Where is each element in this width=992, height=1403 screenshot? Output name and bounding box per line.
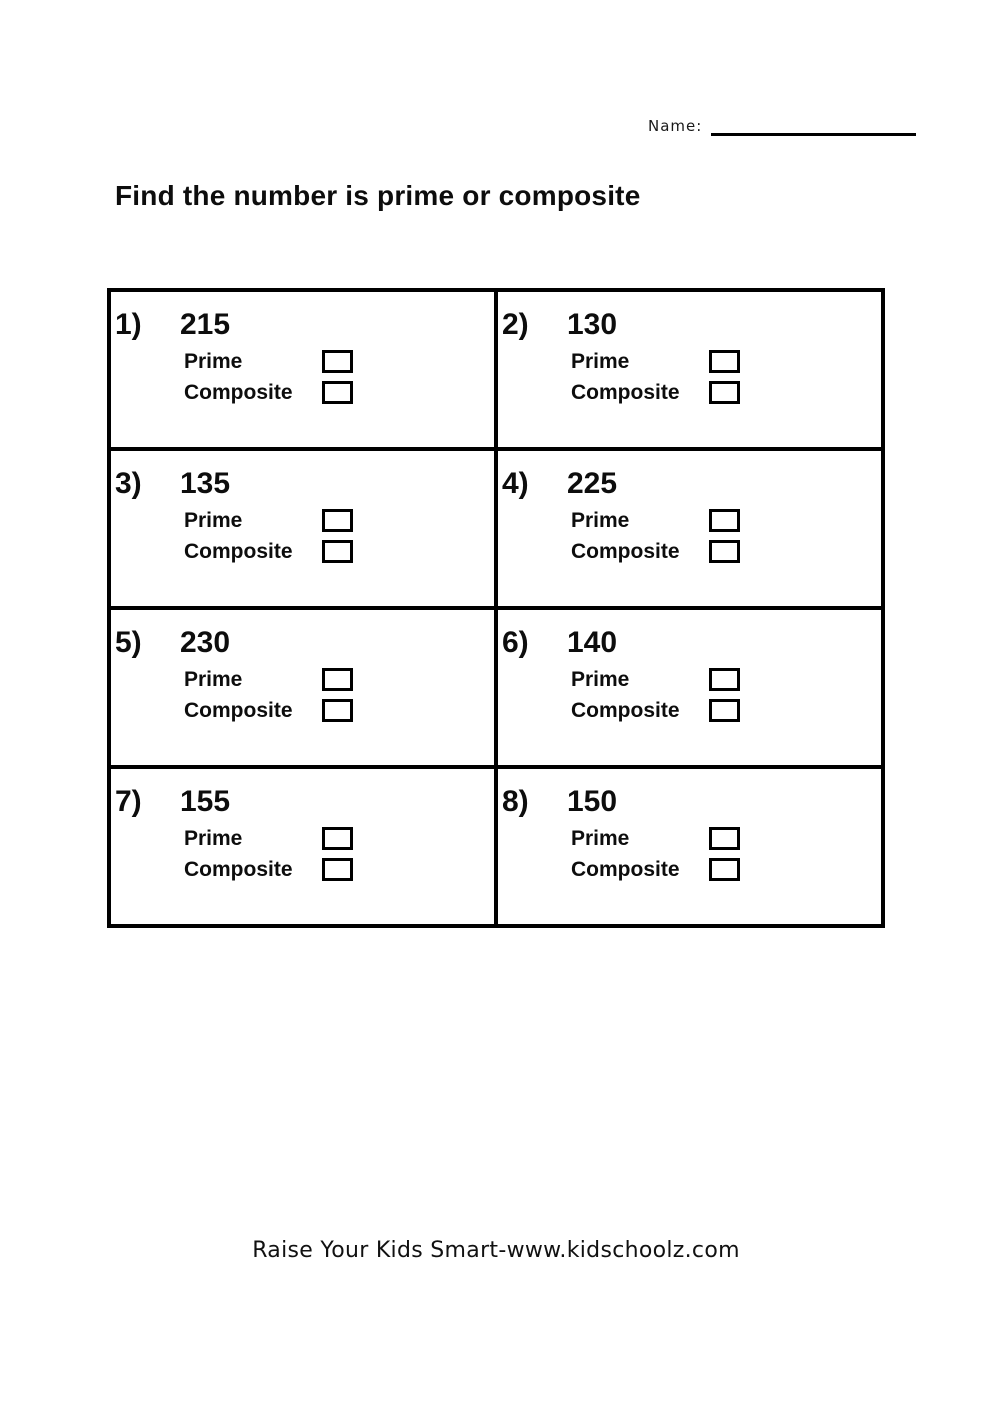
- problem-number: 6): [502, 626, 529, 659]
- prime-option-row: [184, 823, 494, 854]
- problem-head: [115, 628, 494, 658]
- prime-label: Prime: [571, 826, 630, 850]
- composite-option-row: [571, 377, 881, 408]
- composite-checkbox[interactable]: [322, 858, 353, 881]
- prime-label: Prime: [571, 667, 630, 691]
- prime-option-row: [571, 505, 881, 536]
- problem-value: 140: [567, 626, 618, 659]
- problem-number: 8): [502, 785, 529, 818]
- problem-head: [502, 628, 881, 658]
- prime-checkbox[interactable]: [709, 668, 740, 691]
- composite-option-row: [184, 695, 494, 726]
- composite-checkbox[interactable]: [709, 699, 740, 722]
- composite-checkbox[interactable]: [709, 381, 740, 404]
- prime-option-row: [571, 823, 881, 854]
- problem-cell-4: [496, 449, 883, 608]
- prime-label: Prime: [184, 667, 243, 691]
- composite-label: Composite: [184, 539, 293, 563]
- prime-checkbox[interactable]: [709, 827, 740, 850]
- composite-label: Composite: [184, 698, 293, 722]
- prime-label: Prime: [571, 349, 630, 373]
- composite-label: Composite: [571, 539, 680, 563]
- prime-option-row: [184, 346, 494, 377]
- composite-checkbox[interactable]: [322, 699, 353, 722]
- prime-checkbox[interactable]: [322, 509, 353, 532]
- prime-option-row: [571, 664, 881, 695]
- composite-option-row: [184, 854, 494, 885]
- name-label: Name:: [648, 117, 703, 135]
- composite-checkbox[interactable]: [709, 858, 740, 881]
- problem-cell-6: [496, 608, 883, 767]
- prime-checkbox[interactable]: [322, 668, 353, 691]
- composite-checkbox[interactable]: [322, 381, 353, 404]
- composite-label: Composite: [184, 380, 293, 404]
- problem-value: 215: [180, 308, 231, 341]
- problem-number: 7): [115, 785, 142, 818]
- problem-head: [502, 310, 881, 340]
- problem-head: [502, 787, 881, 817]
- problem-head: [115, 310, 494, 340]
- page-title: Find the number is prime or composite: [115, 180, 641, 211]
- prime-label: Prime: [184, 349, 243, 373]
- problem-value: 230: [180, 626, 231, 659]
- problem-head: [115, 469, 494, 499]
- composite-option-row: [571, 536, 881, 567]
- prime-option-row: [184, 664, 494, 695]
- name-blank-line[interactable]: [711, 119, 916, 136]
- name-field: [648, 117, 916, 136]
- composite-option-row: [571, 695, 881, 726]
- composite-option-row: [184, 377, 494, 408]
- problem-head: [115, 787, 494, 817]
- problem-cell-1: [109, 290, 496, 449]
- problem-value: 150: [567, 785, 618, 818]
- problem-value: 225: [567, 467, 618, 500]
- problem-cell-5: [109, 608, 496, 767]
- prime-checkbox[interactable]: [322, 827, 353, 850]
- problem-number: 3): [115, 467, 142, 500]
- prime-checkbox[interactable]: [709, 509, 740, 532]
- problem-cell-2: [496, 290, 883, 449]
- composite-label: Composite: [571, 380, 680, 404]
- problem-head: [502, 469, 881, 499]
- composite-label: Composite: [571, 857, 680, 881]
- composite-label: Composite: [184, 857, 293, 881]
- problem-value: 155: [180, 785, 231, 818]
- problem-number: 2): [502, 308, 529, 341]
- problem-number: 5): [115, 626, 142, 659]
- composite-option-row: [571, 854, 881, 885]
- table-row: [109, 608, 883, 767]
- prime-label: Prime: [571, 508, 630, 532]
- composite-checkbox[interactable]: [322, 540, 353, 563]
- prime-option-row: [571, 346, 881, 377]
- problem-cell-7: [109, 767, 496, 926]
- prime-option-row: [184, 505, 494, 536]
- problem-number: 4): [502, 467, 529, 500]
- footer-text: Raise Your Kids Smart-www.kidschoolz.com: [252, 1238, 740, 1263]
- table-row: [109, 767, 883, 926]
- table-row: [109, 290, 883, 449]
- problem-value: 135: [180, 467, 231, 500]
- problem-cell-8: [496, 767, 883, 926]
- composite-label: Composite: [571, 698, 680, 722]
- composite-checkbox[interactable]: [709, 540, 740, 563]
- prime-checkbox[interactable]: [709, 350, 740, 373]
- prime-checkbox[interactable]: [322, 350, 353, 373]
- table-row: [109, 449, 883, 608]
- problem-value: 130: [567, 308, 618, 341]
- problem-cell-3: [109, 449, 496, 608]
- problems-table: [107, 288, 885, 928]
- composite-option-row: [184, 536, 494, 567]
- problem-number: 1): [115, 308, 142, 341]
- prime-label: Prime: [184, 826, 243, 850]
- prime-label: Prime: [184, 508, 243, 532]
